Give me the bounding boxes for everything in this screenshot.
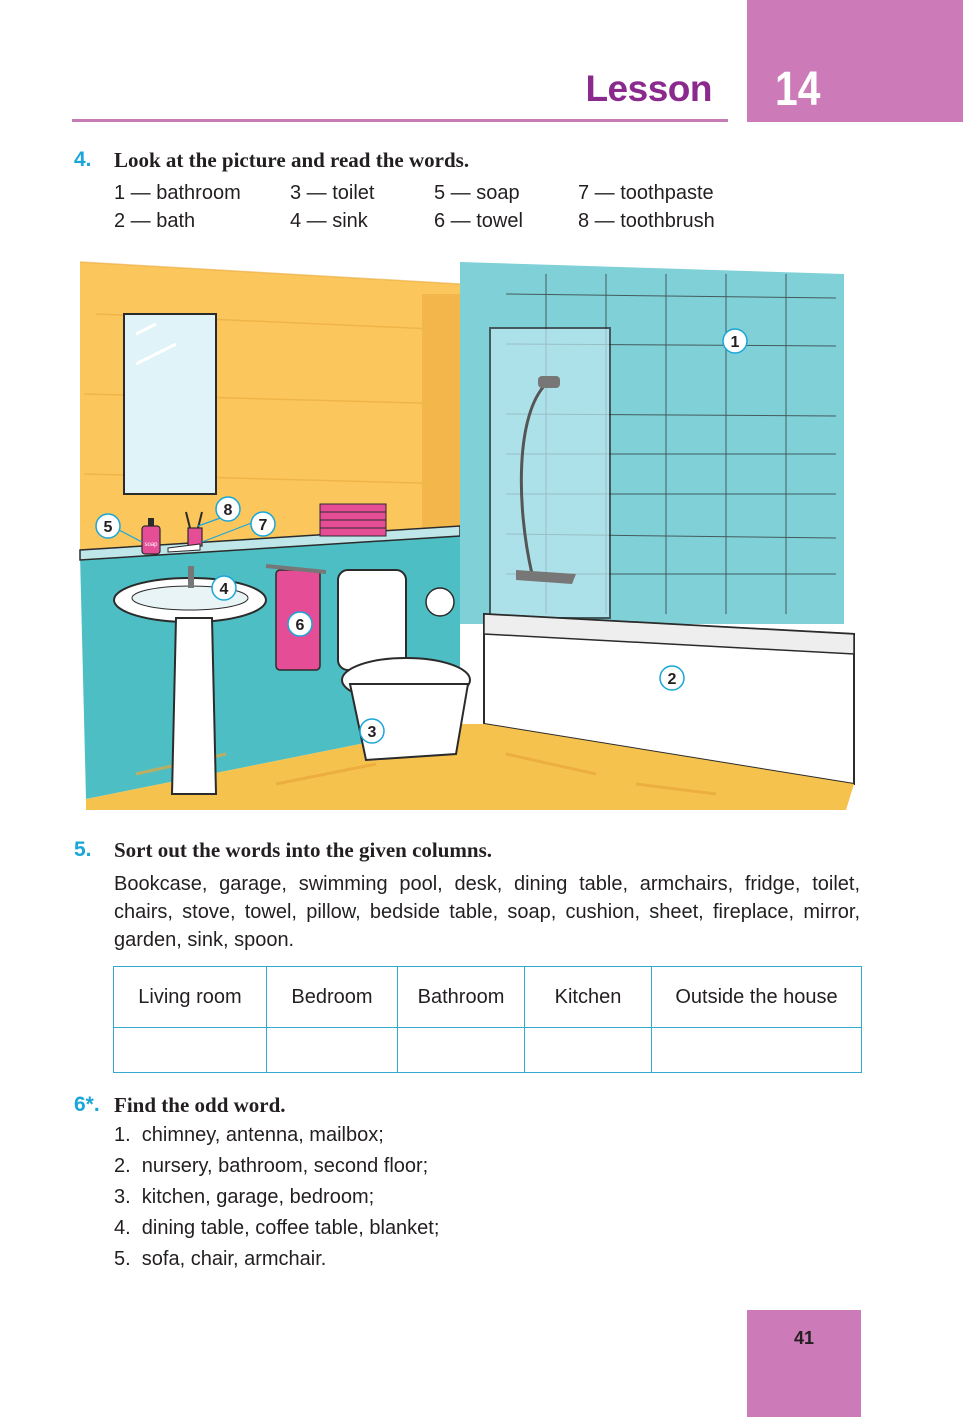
wall-corner bbox=[422, 294, 460, 544]
callout-4 bbox=[212, 576, 236, 600]
word-item: 5 — soap bbox=[434, 182, 520, 204]
list-item: 4. dining table, coffee table, blanket; bbox=[114, 1217, 440, 1239]
svg-text:3: 3 bbox=[367, 724, 377, 741]
exercise-5-title: Sort out the words into the given columns. bbox=[114, 838, 493, 862]
callout-3 bbox=[360, 719, 384, 743]
svg-text:2: 2 bbox=[667, 671, 677, 688]
folded-towels bbox=[320, 504, 386, 536]
word-item: 8 — toothbrush bbox=[578, 210, 715, 232]
column-header: Outside the house bbox=[652, 967, 862, 1028]
sink-tap bbox=[188, 566, 194, 588]
header-rule bbox=[72, 119, 728, 122]
exercise-4-title: Look at the picture and read the words. bbox=[114, 148, 470, 172]
answer-cell[interactable] bbox=[267, 1028, 398, 1073]
answer-cell[interactable] bbox=[114, 1028, 267, 1073]
word-item: 7 — toothpaste bbox=[578, 182, 714, 204]
column-header: Kitchen bbox=[525, 967, 652, 1028]
lesson-label: Lesson bbox=[585, 68, 712, 109]
exercise-5-word-list: Bookcase, garage, swimming pool, desk, dining table, armchairs, fridge, toilet, chairs, stove, towel, pillow, bedside table, soap, cushion, sheet, fireplace, mirror, garden, sink, spoon. bbox=[114, 873, 860, 951]
word-item: 1 — bathroom bbox=[114, 182, 241, 204]
page-number: 41 bbox=[793, 1328, 815, 1348]
word-item: 6 — towel bbox=[434, 210, 523, 232]
bathroom-illustration bbox=[76, 254, 856, 814]
answer-cell[interactable] bbox=[398, 1028, 525, 1073]
list-item: 2. nursery, bathroom, second floor; bbox=[114, 1155, 429, 1177]
shower-head bbox=[538, 376, 560, 388]
toilet-paper bbox=[426, 588, 454, 616]
toilet-tank bbox=[338, 570, 406, 670]
exercise-6-title: Find the odd word. bbox=[114, 1093, 286, 1117]
sink-pedestal bbox=[172, 618, 216, 794]
svg-text:6: 6 bbox=[295, 617, 305, 634]
svg-text:7: 7 bbox=[258, 517, 268, 534]
answer-cell[interactable] bbox=[525, 1028, 652, 1073]
mirror bbox=[124, 314, 216, 494]
svg-text:8: 8 bbox=[223, 502, 233, 519]
sorting-table bbox=[113, 966, 862, 1073]
answer-cell[interactable] bbox=[652, 1028, 862, 1073]
exercise-4-number: 4. bbox=[74, 148, 92, 171]
word-item: 3 — toilet bbox=[290, 182, 375, 204]
callout-6 bbox=[288, 612, 312, 636]
callout-2 bbox=[660, 666, 684, 690]
word-item: 4 — sink bbox=[290, 210, 368, 232]
exercise-6-number: 6*. bbox=[74, 1093, 100, 1116]
callout-1 bbox=[723, 329, 747, 353]
toothbrush-cup bbox=[188, 528, 202, 546]
svg-text:4: 4 bbox=[219, 581, 229, 598]
callout-5 bbox=[96, 514, 120, 538]
svg-text:5: 5 bbox=[103, 519, 113, 536]
column-header: Bathroom bbox=[398, 967, 525, 1028]
list-item: 3. kitchen, garage, bedroom; bbox=[114, 1186, 375, 1208]
callout-7 bbox=[251, 512, 275, 536]
column-header: Living room bbox=[114, 967, 267, 1028]
callout-8 bbox=[216, 497, 240, 521]
list-item: 1. chimney, antenna, mailbox; bbox=[114, 1124, 384, 1146]
column-header: Bedroom bbox=[267, 967, 398, 1028]
word-item: 2 — bath bbox=[114, 210, 196, 232]
list-item: 5. sofa, chair, armchair. bbox=[114, 1248, 327, 1270]
svg-text:1: 1 bbox=[730, 334, 740, 351]
exercise-5-number: 5. bbox=[74, 838, 92, 861]
soap-label: soap bbox=[144, 542, 158, 548]
soap-bottle bbox=[142, 526, 160, 554]
lesson-number: 14 bbox=[775, 63, 821, 116]
page-number-box bbox=[747, 1310, 861, 1417]
